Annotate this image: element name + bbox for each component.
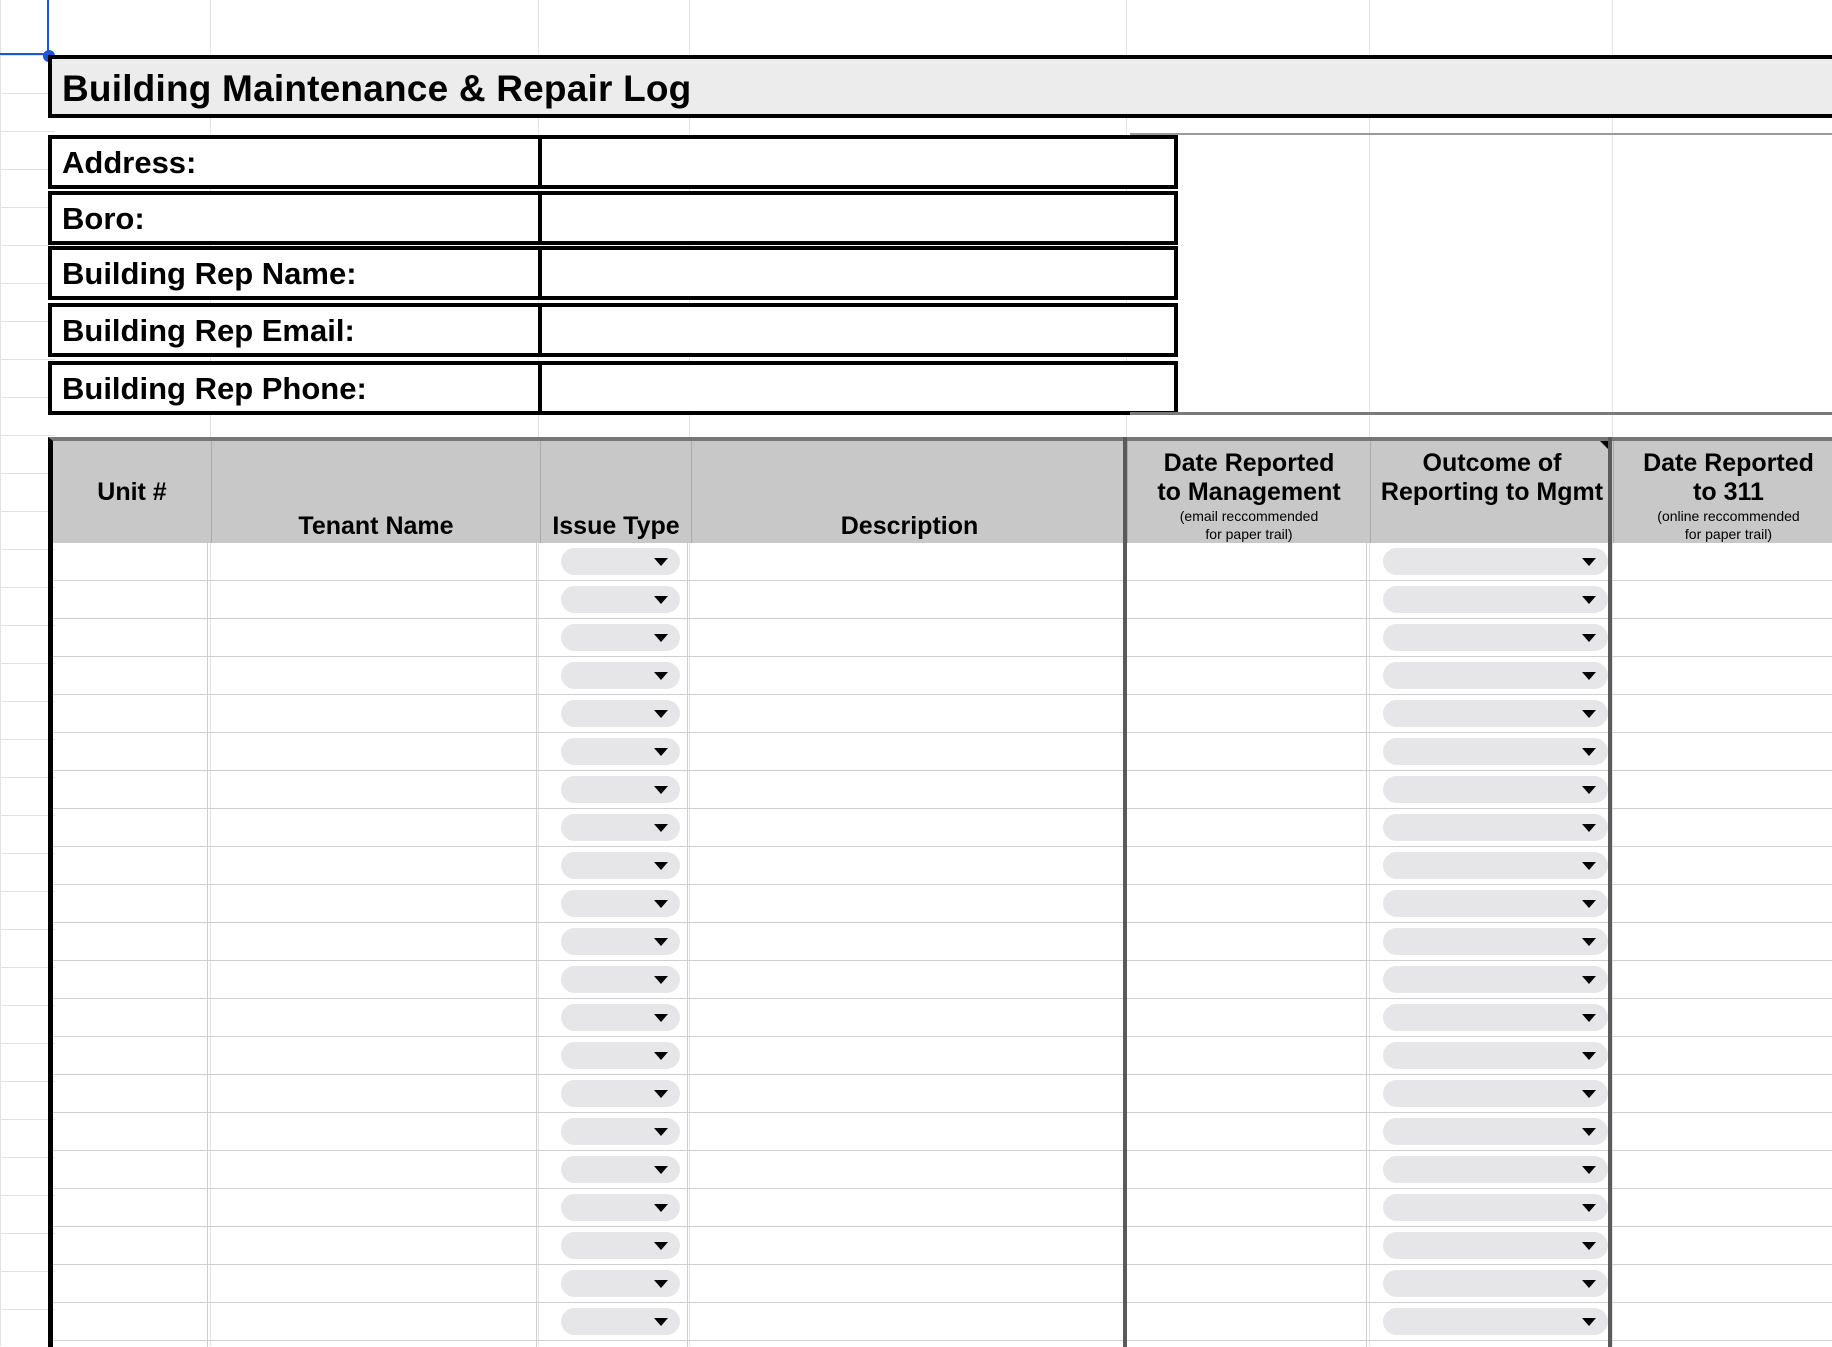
outcome-dropdown[interactable] [1383, 548, 1608, 575]
outcome-dropdown[interactable] [1383, 1042, 1608, 1069]
table-row[interactable] [53, 999, 1832, 1037]
divider [1130, 412, 1832, 415]
maintenance-log-table [48, 437, 1832, 1347]
issue-type-dropdown[interactable] [561, 1156, 680, 1183]
dropdown-arrow-icon [654, 976, 668, 984]
grid-row-line [0, 93, 55, 94]
dropdown-arrow-icon [654, 938, 668, 946]
grid-row-line [0, 891, 55, 892]
dropdown-arrow-icon [654, 1014, 668, 1022]
dropdown-arrow-icon [654, 786, 668, 794]
outcome-dropdown[interactable] [1383, 700, 1608, 727]
grid-row-line [0, 1119, 55, 1120]
dropdown-arrow-icon [1582, 748, 1596, 756]
table-row[interactable] [53, 961, 1832, 999]
outcome-dropdown[interactable] [1383, 852, 1608, 879]
table-row[interactable] [53, 733, 1832, 771]
outcome-dropdown[interactable] [1383, 1080, 1608, 1107]
grid-row-line [0, 663, 55, 664]
table-row[interactable] [53, 1151, 1832, 1189]
grid-row-line [0, 245, 55, 246]
dropdown-arrow-icon [1582, 900, 1596, 908]
issue-type-dropdown[interactable] [561, 586, 680, 613]
issue-type-dropdown[interactable] [561, 1118, 680, 1145]
grid-row-line [0, 1081, 55, 1082]
table-row[interactable] [53, 885, 1832, 923]
outcome-dropdown[interactable] [1383, 1118, 1608, 1145]
dropdown-arrow-icon [654, 596, 668, 604]
dropdown-arrow-icon [1582, 824, 1596, 832]
rep-email-label-cell[interactable]: Building Rep Email: [48, 303, 542, 357]
grid-row-line [0, 549, 55, 550]
header-date-reported-management[interactable]: Date Reported to Management (email reccommended for paper trail) [1128, 441, 1371, 543]
dropdown-arrow-icon [654, 824, 668, 832]
outcome-dropdown[interactable] [1383, 966, 1608, 993]
issue-type-dropdown[interactable] [561, 776, 680, 803]
grid-row-line [0, 321, 55, 322]
dropdown-arrow-icon [654, 900, 668, 908]
dropdown-arrow-icon [1582, 596, 1596, 604]
outcome-dropdown[interactable] [1383, 928, 1608, 955]
dropdown-arrow-icon [1582, 672, 1596, 680]
dropdown-arrow-icon [1582, 710, 1596, 718]
table-row[interactable] [53, 581, 1832, 619]
outcome-dropdown[interactable] [1383, 776, 1608, 803]
dropdown-arrow-icon [1582, 976, 1596, 984]
address-label-cell[interactable]: Address: [48, 135, 542, 189]
issue-type-dropdown[interactable] [561, 814, 680, 841]
dropdown-arrow-icon [654, 1090, 668, 1098]
grid-row-line [0, 397, 55, 398]
header-unit[interactable]: Unit # [53, 441, 212, 543]
table-row[interactable] [53, 1075, 1832, 1113]
grid-row-line [0, 739, 55, 740]
table-row[interactable] [53, 923, 1832, 961]
table-row[interactable] [53, 1303, 1832, 1341]
issue-type-dropdown[interactable] [561, 928, 680, 955]
rep-email-value-cell[interactable] [538, 303, 1178, 357]
outcome-dropdown[interactable] [1383, 586, 1608, 613]
table-row[interactable] [53, 771, 1832, 809]
outcome-dropdown[interactable] [1383, 890, 1608, 917]
grid-row-line [0, 853, 55, 854]
dropdown-arrow-icon [1582, 862, 1596, 870]
grid-row-line [0, 1157, 55, 1158]
dropdown-arrow-icon [654, 1166, 668, 1174]
grid-row-line [0, 207, 55, 208]
table-header [48, 437, 1832, 543]
issue-type-dropdown[interactable] [561, 700, 680, 727]
outcome-dropdown[interactable] [1383, 1004, 1608, 1031]
table-column-divider [687, 543, 688, 1347]
outcome-dropdown[interactable] [1383, 1232, 1608, 1259]
issue-type-dropdown[interactable] [561, 662, 680, 689]
header-date-reported-311[interactable]: Date Reported to 311 (online reccommended for paper trail) [1643, 449, 1814, 542]
table-row[interactable] [53, 619, 1832, 657]
grid-row-line [0, 815, 55, 816]
page-title: Building Maintenance & Repair Log [62, 68, 692, 109]
outcome-dropdown[interactable] [1383, 1270, 1608, 1297]
outcome-dropdown[interactable] [1383, 814, 1608, 841]
grid-row-line [0, 1271, 55, 1272]
dropdown-arrow-icon [654, 672, 668, 680]
table-row[interactable] [53, 1265, 1832, 1303]
table-row[interactable] [53, 695, 1832, 733]
grid-row-line [0, 967, 55, 968]
dropdown-arrow-icon [1582, 558, 1596, 566]
dropdown-arrow-icon [1582, 1090, 1596, 1098]
header-outcome-reporting-mgmt[interactable]: Outcome of Reporting to Mgmt [1371, 441, 1614, 543]
rep-phone-value-cell[interactable] [538, 361, 1178, 415]
dropdown-arrow-icon [654, 1128, 668, 1136]
grid-row-line [0, 359, 55, 360]
dropdown-arrow-icon [654, 1280, 668, 1288]
dropdown-arrow-icon [1582, 938, 1596, 946]
table-section-divider [1123, 437, 1127, 1347]
table-row[interactable] [53, 1227, 1832, 1265]
grid-row-line [0, 1233, 55, 1234]
grid-row-line [0, 587, 55, 588]
dropdown-arrow-icon [1582, 1280, 1596, 1288]
table-body [48, 543, 1832, 1347]
dropdown-arrow-icon [654, 1318, 668, 1326]
header-tenant-name[interactable]: Tenant Name [212, 441, 541, 543]
grid-row-line [0, 1043, 55, 1044]
rep-phone-label-cell[interactable]: Building Rep Phone: [48, 361, 542, 415]
outcome-dropdown[interactable] [1383, 1194, 1608, 1221]
grid-row-line [0, 777, 55, 778]
dropdown-arrow-icon [1582, 786, 1596, 794]
dropdown-arrow-icon [1582, 1128, 1596, 1136]
outcome-dropdown[interactable] [1383, 1156, 1608, 1183]
grid-row-line [0, 283, 55, 284]
grid-row-line [0, 131, 55, 132]
title-cell[interactable] [48, 55, 1832, 118]
dropdown-arrow-icon [654, 748, 668, 756]
table-row[interactable] [53, 543, 1832, 581]
table-section-divider [1608, 437, 1612, 1347]
issue-type-dropdown[interactable] [561, 1080, 680, 1107]
outcome-dropdown[interactable] [1383, 738, 1608, 765]
grid-row-line [0, 511, 55, 512]
issue-type-dropdown[interactable] [561, 1270, 680, 1297]
address-value-cell[interactable] [538, 135, 1178, 189]
table-row[interactable] [53, 1037, 1832, 1075]
table-column-divider [207, 543, 208, 1347]
table-row[interactable] [53, 847, 1832, 885]
dropdown-arrow-icon [654, 1204, 668, 1212]
issue-type-dropdown[interactable] [561, 624, 680, 651]
boro-label-cell[interactable]: Boro: [48, 191, 542, 245]
issue-type-dropdown[interactable] [561, 1232, 680, 1259]
dropdown-arrow-icon [1582, 634, 1596, 642]
dropdown-arrow-icon [1582, 1242, 1596, 1250]
grid-column-line [0, 0, 1, 1346]
dropdown-arrow-icon [1582, 1204, 1596, 1212]
issue-type-dropdown[interactable] [561, 548, 680, 575]
dropdown-arrow-icon [654, 1052, 668, 1060]
issue-type-dropdown[interactable] [561, 890, 680, 917]
grid-row-line [0, 929, 55, 930]
issue-type-dropdown[interactable] [561, 1004, 680, 1031]
rep-name-value-cell[interactable] [538, 246, 1178, 300]
grid-row-line [0, 1005, 55, 1006]
grid-row-line [0, 701, 55, 702]
outcome-dropdown[interactable] [1383, 662, 1608, 689]
outcome-dropdown[interactable] [1383, 1308, 1608, 1335]
dropdown-arrow-icon [654, 1242, 668, 1250]
boro-value-cell[interactable] [538, 191, 1178, 245]
issue-type-dropdown[interactable] [561, 966, 680, 993]
dropdown-arrow-icon [1582, 1166, 1596, 1174]
table-column-divider [1366, 543, 1367, 1347]
outcome-dropdown[interactable] [1383, 624, 1608, 651]
grid-row-line [0, 625, 55, 626]
grid-row-line [0, 1309, 55, 1310]
dropdown-arrow-icon [1582, 1052, 1596, 1060]
grid-row-line [0, 169, 55, 170]
issue-type-dropdown[interactable] [561, 738, 680, 765]
grid-row-line [0, 473, 55, 474]
dropdown-arrow-icon [654, 558, 668, 566]
table-row[interactable] [53, 657, 1832, 695]
table-row[interactable] [53, 1189, 1832, 1227]
table-row[interactable] [53, 809, 1832, 847]
table-row[interactable] [53, 1113, 1832, 1151]
dropdown-arrow-icon [654, 862, 668, 870]
divider [1130, 133, 1832, 135]
issue-type-dropdown[interactable] [561, 852, 680, 879]
rep-name-label-cell[interactable]: Building Rep Name: [48, 246, 542, 300]
table-column-divider [536, 543, 537, 1347]
issue-type-dropdown[interactable] [561, 1042, 680, 1069]
header-issue-type[interactable]: Issue Type [541, 441, 692, 543]
issue-type-dropdown[interactable] [561, 1308, 680, 1335]
header-description[interactable]: Description [692, 441, 1128, 543]
grid-row-line [0, 1195, 55, 1196]
selected-cell[interactable] [0, 0, 49, 55]
dropdown-arrow-icon [654, 710, 668, 718]
dropdown-arrow-icon [1582, 1318, 1596, 1326]
issue-type-dropdown[interactable] [561, 1194, 680, 1221]
dropdown-arrow-icon [1582, 1014, 1596, 1022]
dropdown-arrow-icon [654, 634, 668, 642]
grid-row-line [0, 435, 55, 436]
